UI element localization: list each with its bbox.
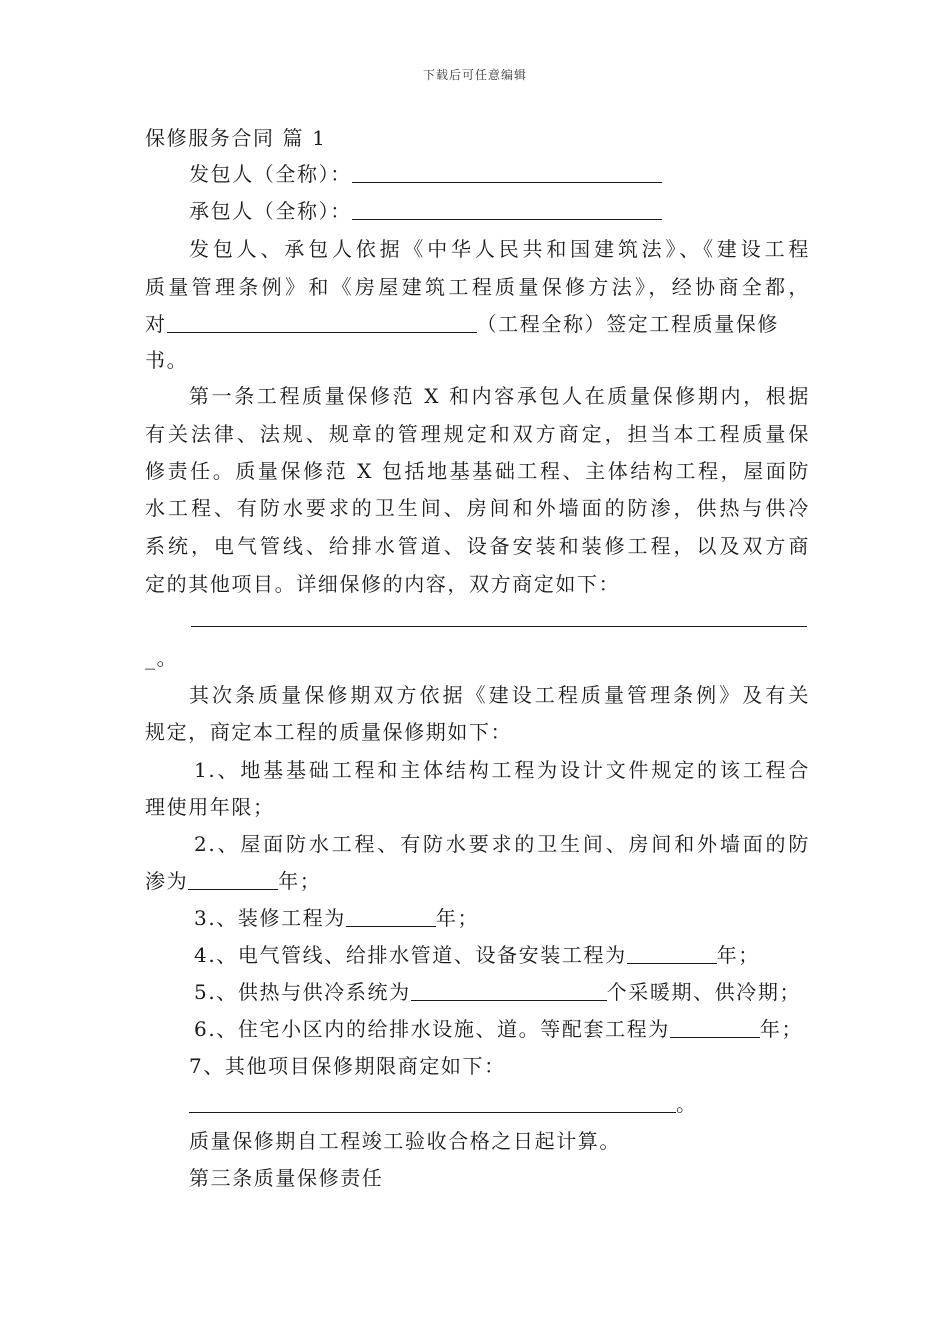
intro-line-4: 书。 bbox=[145, 348, 189, 372]
article1-line-5: 系统，电气管线、给排水管道、设备安装和装修工程，以及双方商 bbox=[145, 534, 810, 558]
contractor-field bbox=[189, 198, 810, 224]
employer-label: 发包人（全称）： bbox=[189, 162, 352, 186]
intro-line-3-suffix: （工程全称）签定工程质量保修 bbox=[476, 312, 780, 336]
item3-prefix: 3.、装修工程为 bbox=[194, 906, 346, 930]
content-blank-line[interactable] bbox=[191, 626, 807, 627]
item1-line-2: 理使用年限； bbox=[145, 795, 275, 819]
item4-years-blank[interactable] bbox=[627, 943, 717, 964]
item6-prefix: 6.、住宅小区内的给排水设施、道。等配套工程为 bbox=[194, 1017, 670, 1041]
item7-periods-blank[interactable] bbox=[189, 1092, 676, 1113]
article1-line-1: 第一条工程质量保修范 X 和内容承包人在质量保修期内，根据 bbox=[189, 384, 810, 408]
warranty-start-line: 质量保修期自工程竣工验收合格之日起计算。 bbox=[189, 1129, 621, 1153]
intro-line-1: 发包人、承包人依据《中华人民共和国建筑法》、《建设工程 bbox=[189, 237, 810, 261]
item7-blank-line bbox=[189, 1091, 810, 1117]
employer-blank[interactable] bbox=[352, 162, 662, 183]
article1-end: _。 bbox=[145, 646, 179, 670]
article1-line-3: 修责任。质量保修范 X 包括地基基础工程、主体结构工程，屋面防 bbox=[145, 459, 810, 483]
intro-line-3 bbox=[145, 311, 810, 337]
item4-year-unit: 年； bbox=[716, 943, 760, 967]
item4-line bbox=[194, 942, 810, 968]
item3-years-blank[interactable] bbox=[346, 906, 436, 927]
item2-line-2 bbox=[145, 868, 810, 894]
contract-title: 保修服务合同 篇 1 bbox=[145, 126, 327, 150]
item5-prefix: 5.、供热与供冷系统为 bbox=[194, 980, 411, 1004]
project-name-blank[interactable] bbox=[167, 312, 477, 333]
article2-line-2: 规定，商定本工程的质量保修期如下： bbox=[145, 720, 513, 744]
employer-field bbox=[189, 161, 810, 187]
item7-line: 7、其他项目保修期限商定如下： bbox=[189, 1054, 506, 1078]
item6-year-unit: 年； bbox=[759, 1017, 804, 1041]
item2-year-unit: 年； bbox=[278, 869, 322, 893]
item5-periods-blank[interactable] bbox=[411, 980, 607, 1001]
page-header: 下载后可任意编辑 bbox=[422, 68, 527, 82]
item1-line-1: 1.、地基基础工程和主体结构工程为设计文件规定的该工程合 bbox=[194, 758, 810, 782]
item6-years-blank[interactable] bbox=[670, 1017, 760, 1038]
intro-line-2: 质量管理条例》和《房屋建筑工程质量保修方法》，经协商全都， bbox=[145, 275, 810, 299]
item7-end: 。 bbox=[676, 1092, 698, 1116]
contractor-label: 承包人（全称）： bbox=[189, 199, 352, 223]
item3-year-unit: 年； bbox=[435, 906, 480, 930]
article1-line-2: 有关法律、法规、规章的管理规定和双方商定，担当本工程质量保 bbox=[145, 422, 810, 446]
item4-prefix: 4.、电气管线、给排水管道、设备安装工程为 bbox=[194, 943, 627, 967]
article2-line-1: 其次条质量保修期双方依据《建设工程质量管理条例》及有关 bbox=[189, 683, 810, 707]
item2-prefix: 渗为 bbox=[145, 869, 189, 893]
item3-line bbox=[194, 905, 810, 931]
article1-line-4: 水工程、有防水要求的卫生间、房间和外墙面的防渗，供热与供冷 bbox=[145, 496, 810, 520]
article1-line-6: 定的其他项目。详细保修的内容，双方商定如下： bbox=[145, 572, 621, 596]
item6-line bbox=[194, 1016, 810, 1042]
item2-years-blank[interactable] bbox=[188, 869, 278, 890]
contractor-blank[interactable] bbox=[352, 199, 662, 220]
item5-suffix: 个采暖期、供冷期； bbox=[606, 980, 802, 1004]
item5-line bbox=[194, 979, 810, 1005]
article3-title: 第三条质量保修责任 bbox=[189, 1166, 384, 1190]
intro-line-3-prefix: 对 bbox=[145, 312, 167, 336]
item2-line-1: 2.、屋面防水工程、有防水要求的卫生间、房间和外墙面的防 bbox=[194, 832, 810, 856]
